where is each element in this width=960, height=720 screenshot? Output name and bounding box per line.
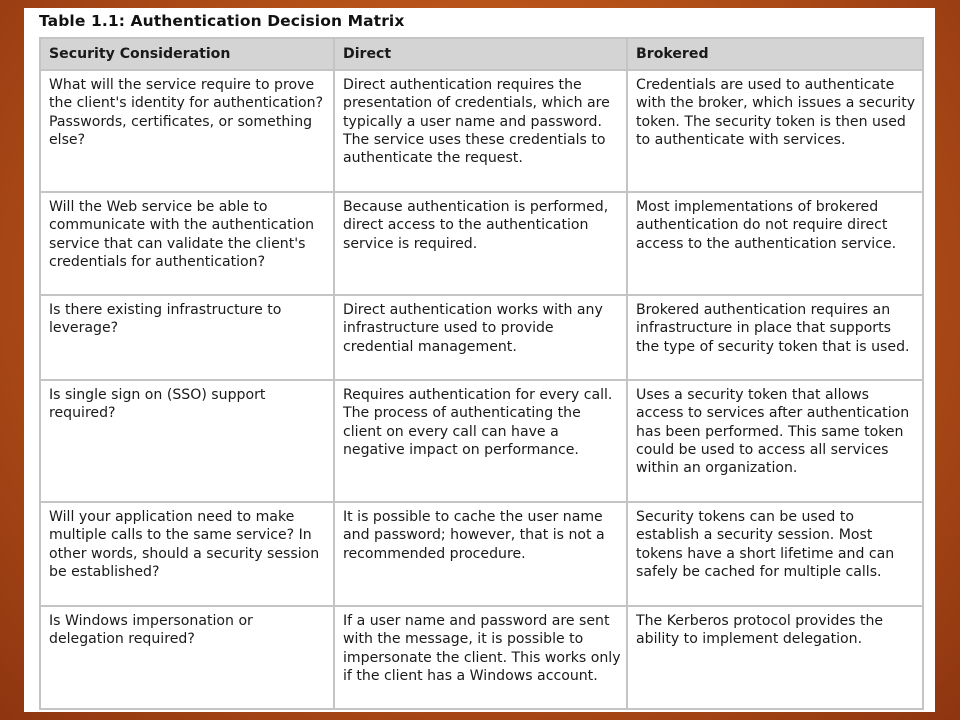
cell-direct: If a user name and password are sent with the message, it is possible to impersonate the client. This works only if the client has a Windows account. (334, 606, 627, 709)
cell-consideration: Is Windows impersonation or delegation required? (40, 606, 334, 709)
header-security-consideration: Security Consideration (40, 38, 334, 70)
table-row (40, 380, 923, 502)
table-row (40, 70, 923, 192)
cell-consideration: Is there existing infrastructure to leverage? (40, 295, 334, 380)
cell-brokered: Brokered authentication requires an infrastructure in place that supports the type of security token that is used. (627, 295, 923, 380)
cell-direct: Direct authentication requires the presentation of credentials, which are typically a user name and password. The service uses these credentials to authenticate the request. (334, 70, 627, 192)
cell-consideration: Will the Web service be able to communicate with the authentication service that can validate the client's credentials for authentication? (40, 192, 334, 295)
header-direct: Direct (334, 38, 627, 70)
cell-direct: Direct authentication works with any infrastructure used to provide credential management. (334, 295, 627, 380)
cell-brokered: Most implementations of brokered authentication do not require direct access to the authentication service. (627, 192, 923, 295)
cell-direct: Requires authentication for every call. The process of authenticating the client on every call can have a negative impact on performance. (334, 380, 627, 502)
cell-brokered: The Kerberos protocol provides the ability to implement delegation. (627, 606, 923, 709)
table-row (40, 502, 923, 606)
cell-brokered: Credentials are used to authenticate with the broker, which issues a security token. The security token is then used to authenticate with services. (627, 70, 923, 192)
authentication-decision-table (39, 37, 924, 710)
document-page (24, 8, 935, 712)
cell-consideration: What will the service require to prove the client's identity for authentication? Passwords, certificates, or something else? (40, 70, 334, 192)
table-row (40, 606, 923, 709)
table-row (40, 192, 923, 295)
table-title: Table 1.1: Authentication Decision Matrix (39, 12, 405, 30)
cell-consideration: Will your application need to make multiple calls to the same service? In other words, should a security session be established? (40, 502, 334, 606)
cell-direct: Because authentication is performed, direct access to the authentication service is required. (334, 192, 627, 295)
cell-brokered: Uses a security token that allows access to services after authentication has been performed. This same token could be used to access all services within an organization. (627, 380, 923, 502)
header-brokered: Brokered (627, 38, 923, 70)
table-header-row (40, 38, 923, 70)
cell-brokered: Security tokens can be used to establish a security session. Most tokens have a short lifetime and can safely be cached for multiple calls. (627, 502, 923, 606)
cell-consideration: Is single sign on (SSO) support required? (40, 380, 334, 502)
table-row (40, 295, 923, 380)
cell-direct: It is possible to cache the user name and password; however, that is not a recommended procedure. (334, 502, 627, 606)
